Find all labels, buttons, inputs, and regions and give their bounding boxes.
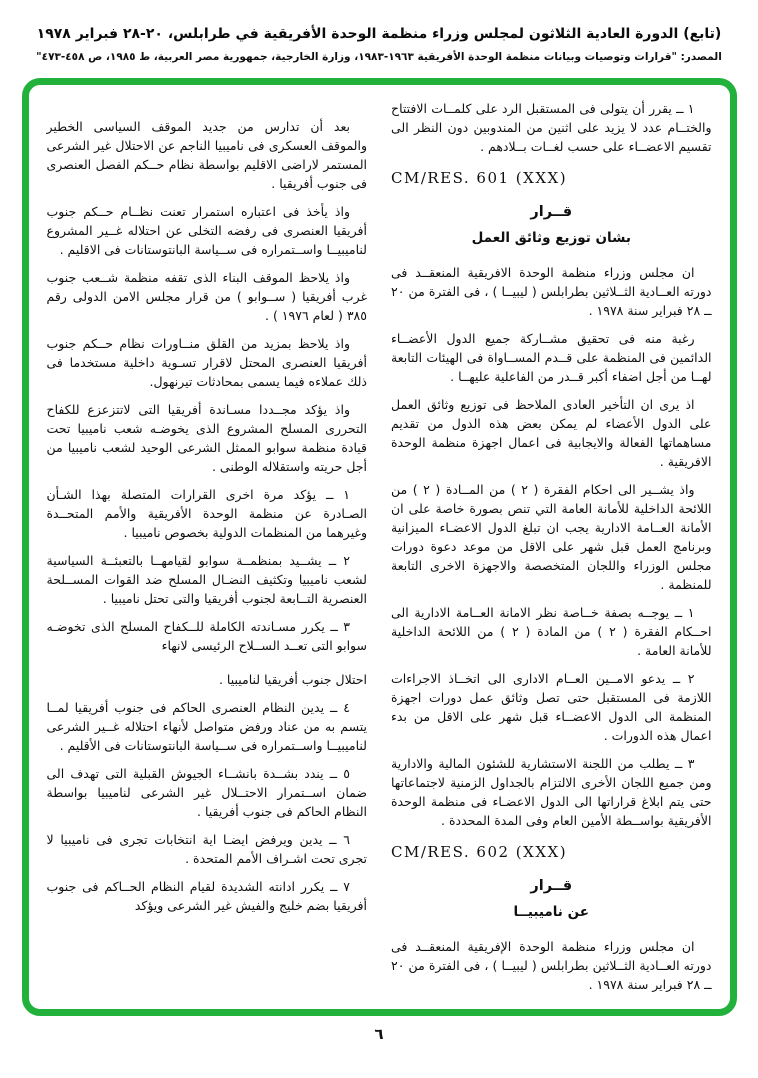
paragraph: ٧ ــ يكرر ادانته الشديدة لقيام النظام الحــاكم فى جنوب أفريقيا بضم خليج والفيش غير الشرعى ويؤكد xyxy=(46,879,367,913)
paragraph: ان مجلس وزراء منظمة الوحدة الافريقية المنعقــد فى دورته العــادية الثــلاثين بطرابلس ( ليبيــا ) ، فى الفترة من ٢٠ ــ ٢٨ فبراير سنة ١٩٧٨ . xyxy=(391,265,712,318)
paragraph: رغبة منه فى تحقيق مشــاركة جميع الدول الأعضــاء الدائمين فى المنظمة على قــدم المســاواة فى الهيئات التابعة لهــا من أجل اضفاء أكبر قــدر من الفاعلية عليهــا . xyxy=(391,331,712,384)
paragraph: ١ ــ يقرر أن يتولى فى المستقبل الرد على كلمــات الافتتاح والختــام عدد لا يزيد على اثنين من المندوبين دون النظر الى تقسيم الاعضــاء على حسب لغــات بــلادهم . xyxy=(391,101,712,154)
resolution-reference: CM/RES. 602 (XXX) xyxy=(391,843,568,861)
resolution-title: قــرار xyxy=(530,204,573,220)
column-right xyxy=(391,99,712,999)
paragraph: واذ يؤكد مجــددا مسـاندة أفريقيا التى لاتتزعزع للكفاح التحررى المسلح المشروع الذى يخوضـه شعب ناميبيا تحت قيادة منظمة سوابو الممثل الشرعى الوحيد لشعب ناميبيا من أجل حريته واستقلاله الوطنى . xyxy=(46,402,367,474)
paragraph: ان مجلس وزراء منظمة الوحدة الإفريقية المنعقــد فى دورته العــادية الثــلاثين بطرابلس ( ليبيــا ) ، فى الفترة من ٢٠ ــ ٢٨ فبراير سنة ١٩٧٨ . xyxy=(391,939,712,992)
paragraph: واذ يأخذ فى اعتباره استمرار تعنت نظــام حــكم جنوب أفريقيا العنصرى فى رفضه التخلى عن احتلاله غــير المشروع لناميبيــا واســتمراره فى ســياسة البانتوستانات فى الاقليم . xyxy=(46,204,367,257)
page-number: ٦ xyxy=(374,1025,384,1043)
content-frame xyxy=(22,78,737,1016)
paragraph: ٢ ــ يشــيد بمنظمــة سوابو لقيامهــا بالتعبئــة السياسية لشعب ناميبيا وتكثيف النضـال المسلح ضد القوات المســلحة العنصرية التــابعة لجنوب أفريقيا والتى تحتل ناميبيا . xyxy=(46,553,367,606)
paragraph: اذ يرى ان التأخير العادى الملاحظ فى توزيع وثائق العمل على الدول الأعضاء لم يمكن بعض هذه الدول من تقديم مساهماتها الفعالة والايجابية فى اعمال اجهزة منظمة الوحدة الافريقية . xyxy=(391,397,712,469)
paragraph: ١ ــ يوجــه بصفة خــاصة نظر الامانة العــامة الادارية الى احــكام الفقرة ( ٢ ) من المادة ( ٢ ) من اللائحة الداخلية للأمانة العامة . xyxy=(391,605,712,658)
paragraph: ٦ ــ يدين ويرفض ايضـا اية انتخابات تجرى فى ناميبيا لا تجرى تحت اشـراف الأمم المتحدة . xyxy=(46,832,367,866)
resolution-subject: عن ناميبيــا xyxy=(513,904,589,920)
resolution-reference: CM/RES. 601 (XXX) xyxy=(391,169,568,187)
paragraph: ٣ ــ يكرر مسـاندته الكاملة للــكفاح المسلح الذى تخوضـه سوابو التى تعــد الســلاح الرئيسى لانهاء xyxy=(46,619,367,653)
paragraph: واذ يشــير الى احكام الفقرة ( ٢ ) من المــادة ( ٢ ) من اللائحة الداخلية للأمانة العامة التي تنص بصورة خاصة على ان الأمانة العــامة الادارية يجب ان تبلغ الدول الاعضـاء الميزانية وبرنامج العمل قبل شهر على الاقل من موعد دعوة دورات مجلس الوزراء واللجان المتخصصة والاجهزة الاخرى التابعة للمنظمة . xyxy=(391,482,712,592)
paragraph: ٤ ــ يدين النظام العنصرى الحاكم فى جنوب أفريقيا لمــا يتسم به من عناد ورفض متواصل لأنهاء احتلاله غــير الشرعى لناميبيــا واســتمراره فى ســياسة البانتوستانات فى الأقليم . xyxy=(46,700,367,753)
resolution-subject: بشان توزيع وثائق العمل xyxy=(471,230,631,246)
column-left xyxy=(47,99,368,999)
document-header xyxy=(0,0,758,63)
paragraph: ٥ ــ يندد بشــدة بانشــاء الجيوش القبلية التى تهدف الى ضمان اســتمرار الاحتــلال غير الشرعى لناميبيا بواسطة النظام الحاكم فى جنوب أفريقيا . xyxy=(46,766,367,819)
paragraph: واذ يلاحظ الموقف البناء الذى تقفه منظمة شــعب جنوب غرب أفريقيا ( ســوابو ) من قرار مجلس الامن الدولى رقم ٣٨٥ ( لعام ١٩٧٦ ) . xyxy=(46,270,367,323)
paragraph-continuation: احتلال جنوب أفريقيا لناميبيا . xyxy=(218,672,367,687)
resolution-title: قــرار xyxy=(530,878,573,894)
document-source-line: المصدر: "قرارات وتوصيات وبيانات منظمة الوحدة الأفريقية ١٩٦٣-١٩٨٣، وزارة الخارجية، جمهورية مصر العربية، ط ١٩٨٥، ص ٤٥٨-٤٧٣" xyxy=(36,51,722,63)
text-columns xyxy=(47,99,712,999)
document-title: (تابع) الدورة العادية الثلاثون لمجلس وزراء منظمة الوحدة الأفريقية في طرابلس، ٢٠-٢٨ فبراير ١٩٧٨ xyxy=(36,26,722,42)
paragraph: ٢ ــ يدعو الامــين العــام الادارى الى اتخــاذ الاجراءات اللازمة فى المستقبل حتى تصل وثائق عمل دورات اجهزة المنظمة الى الدول الاعضــاء قبل شهر على الاقل من بدء اعمال هذه الدورات . xyxy=(391,671,712,743)
paragraph: ٣ ــ يطلب من اللجنة الاستشارية للشئون المالية والادارية ومن جميع اللجان الأخرى الالتزام بالجداول الزمنية لاجتماعاتها حتى يتم ابلاغ قراراتها الى الدول الاعضـاء فى منظمة الوحدة الأفريقية بواســطة الأمين العام وفى المدة المحددة . xyxy=(391,756,712,828)
paragraph: ١ ــ يؤكد مرة اخرى القرارات المتصلة بهذا الشـأن الصـادرة عن منظمة الوحدة الأفريقية والأمم المتحــدة وغيرهما من المنظمات الدولية بخصوص ناميبيا . xyxy=(46,487,367,540)
paragraph: واذ يلاحظ بمزيد من القلق منــاورات نظام حــكم جنوب أفريقيا العنصرى المحتل لاقرار تسـوية داخلية مستخدما فى ذلك عملاءه فيما يسمى بمحادثات تيرنهول. xyxy=(46,336,367,389)
paragraph: بعد أن تدارس من جديد الموقف السياسى الخطير والموقف العسكرى فى ناميبيا الناجم عن الاحتلال غير الشرعى المستمر لاراضى الاقليم بواسطة نظام حــكم الفصل العنصرى فى جنوب أفريقيا . xyxy=(46,119,367,191)
